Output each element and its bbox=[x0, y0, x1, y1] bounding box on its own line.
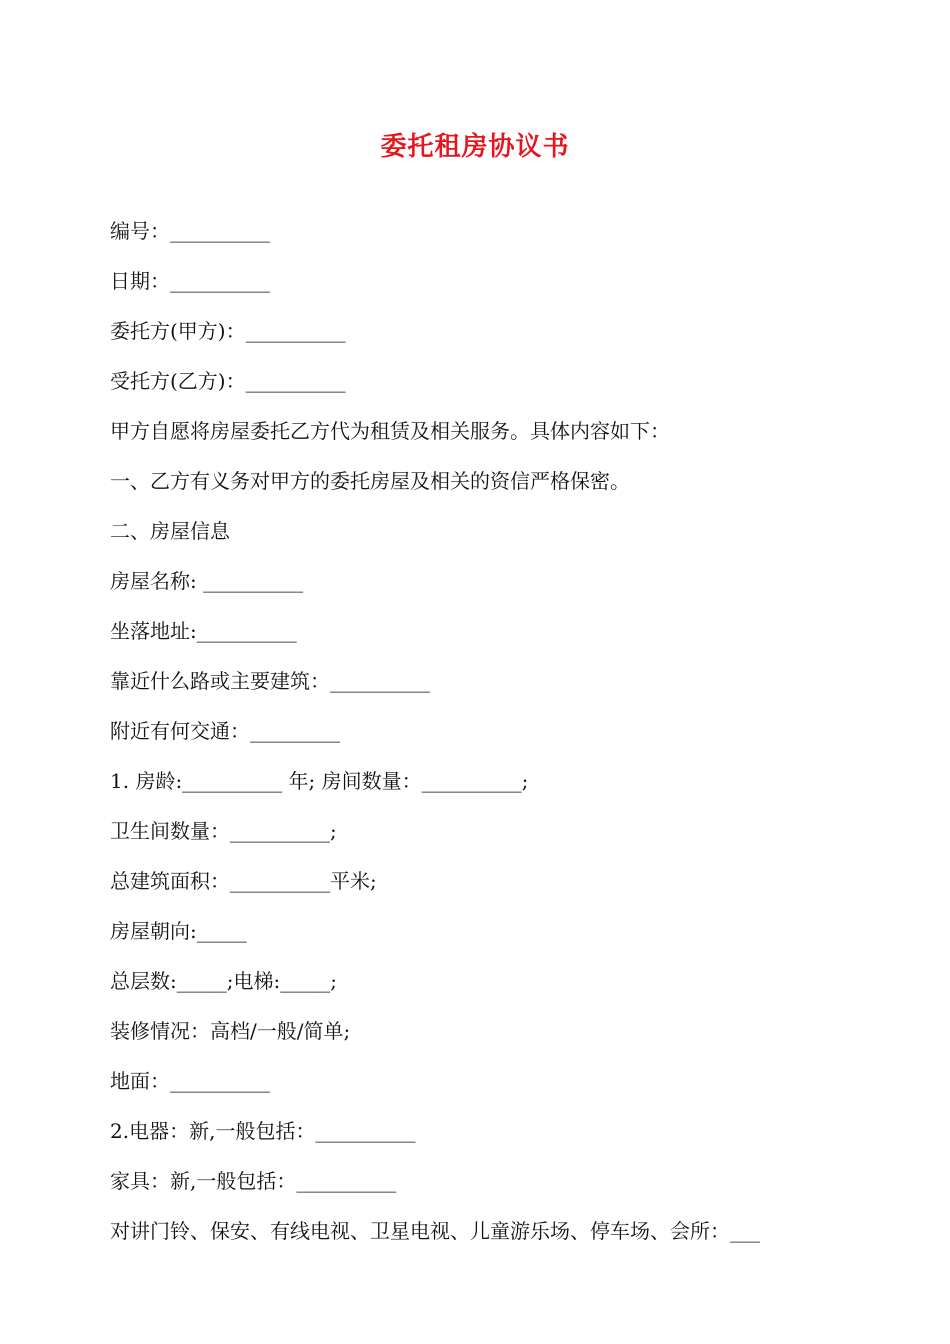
field-facilities: 对讲门铃、保安、有线电视、卫星电视、儿童游乐场、停车场、会所：___ bbox=[110, 1219, 760, 1243]
field-party-b: 受托方(乙方)：__________ bbox=[110, 369, 346, 393]
field-furniture: 家具：新,一般包括：__________ bbox=[110, 1169, 397, 1193]
field-house-age-rooms: 1. 房龄:__________ 年; 房间数量：__________; bbox=[110, 769, 529, 793]
field-bathrooms: 卫生间数量：__________; bbox=[110, 819, 337, 843]
document-title: 委托租房协议书 bbox=[380, 132, 570, 162]
field-decoration: 装修情况：高档/一般/简单; bbox=[110, 1019, 351, 1043]
field-house-name: 房屋名称: __________ bbox=[110, 569, 304, 593]
document-body bbox=[110, 214, 850, 1264]
field-orientation: 房屋朝向:_____ bbox=[110, 919, 247, 943]
field-total-area: 总建筑面积：__________平米; bbox=[110, 869, 377, 893]
intro-paragraph: 甲方自愿将房屋委托乙方代为租赁及相关服务。具体内容如下： bbox=[110, 419, 670, 443]
field-party-a: 委托方(甲方)：__________ bbox=[110, 319, 346, 343]
field-address: 坐落地址:__________ bbox=[110, 619, 297, 643]
field-transport: 附近有何交通：_________ bbox=[110, 719, 340, 743]
field-date: 日期：__________ bbox=[110, 269, 270, 293]
field-floor: 地面：__________ bbox=[110, 1069, 270, 1093]
field-number: 编号：__________ bbox=[110, 219, 270, 243]
field-appliances: 2.电器：新,一般包括：__________ bbox=[110, 1119, 416, 1143]
field-floors-elevator: 总层数:_____;电梯:_____; bbox=[110, 969, 337, 993]
clause-1: 一、乙方有义务对甲方的委托房屋及相关的资信严格保密。 bbox=[110, 469, 630, 493]
field-nearby-road: 靠近什么路或主要建筑：__________ bbox=[110, 669, 430, 693]
section-heading-house-info: 二、房屋信息 bbox=[110, 519, 230, 543]
